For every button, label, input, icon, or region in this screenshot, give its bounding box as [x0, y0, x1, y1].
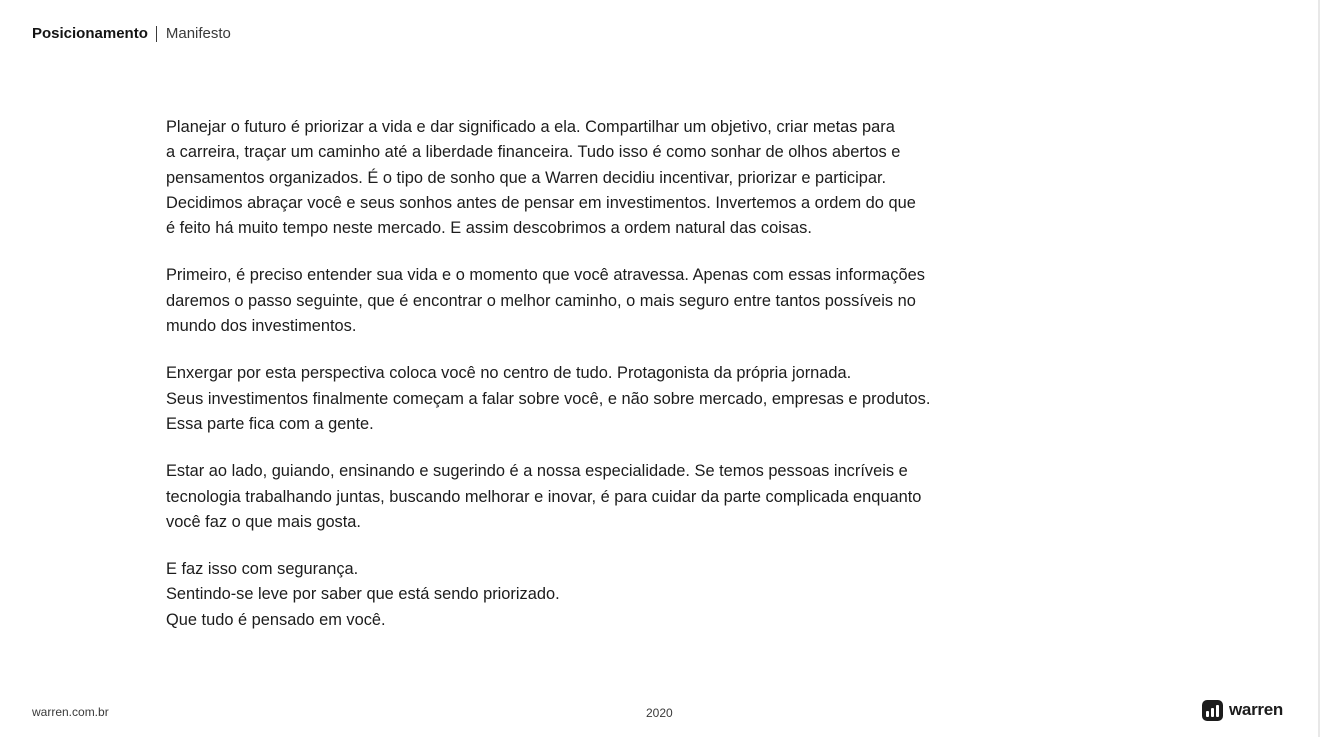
text-line: mundo dos investimentos. [166, 317, 357, 336]
warren-bars-icon [1202, 700, 1223, 721]
paragraph-1 [166, 115, 976, 241]
logo-bar [1206, 711, 1209, 717]
text-line: Seus investimentos finalmente começam a falar sobre você, e não sobre mercado, empresas e produtos. [166, 389, 931, 408]
text-line: tecnologia trabalhando juntas, buscando melhorar e inovar, é para cuidar da parte complicada enquanto [166, 487, 922, 506]
text-line: Planejar o futuro é priorizar a vida e dar significado a ela. Compartilhar um objetivo, criar metas para [166, 118, 895, 136]
text-line: pensamentos organizados. É o tipo de sonho que a Warren decidiu incentivar, priorizar e participar. [166, 168, 887, 187]
text-line: Estar ao lado, guiando, ensinando e sugerindo é a nossa especialidade. Se temos pessoas incríveis e [166, 462, 908, 481]
text-line: daremos o passo seguinte, que é encontrar o melhor caminho, o mais seguro entre tantos possíveis no [166, 291, 916, 310]
text-line: Primeiro, é preciso entender sua vida e o momento que você atravessa. Apenas com essas informações [166, 266, 925, 285]
text-line: Essa parte fica com a gente. [166, 414, 374, 433]
logo-wordmark: warren [1229, 700, 1283, 719]
section-title: Posicionamento [32, 25, 148, 42]
text-line: Enxergar por esta perspectiva coloca você no centro de tudo. Protagonista da própria jornada. [166, 364, 852, 383]
logo-bar [1216, 705, 1219, 717]
text-line: Decidimos abraçar você e seus sonhos antes de pensar em investimentos. Invertemos a ordem do que [166, 193, 916, 212]
text-line: é feito há muito tempo neste mercado. E assim descobrimos a ordem natural das coisas. [166, 219, 812, 238]
paragraph-5 [166, 557, 976, 633]
paragraph-3 [166, 361, 976, 437]
header [32, 24, 231, 44]
text-line: Sentindo-se leve por saber que está sendo priorizado. [166, 585, 560, 604]
logo-bar [1211, 708, 1214, 717]
text-line: Que tudo é pensado em você. [166, 610, 386, 629]
text-line: E faz isso com segurança. [166, 560, 359, 579]
warren-logo [1202, 698, 1283, 722]
footer-website: warren.com.br [32, 705, 109, 719]
text-line: você faz o que mais gosta. [166, 512, 361, 531]
paragraph-4 [166, 459, 976, 535]
footer-year: 2020 [646, 706, 673, 720]
text-line: a carreira, traçar um caminho até a liberdade financeira. Tudo isso é como sonhar de olhos abertos e [166, 143, 901, 162]
header-divider [156, 26, 157, 42]
subsection-title: Manifesto [165, 25, 231, 42]
manifesto-body [166, 115, 976, 655]
paragraph-2 [166, 263, 976, 339]
